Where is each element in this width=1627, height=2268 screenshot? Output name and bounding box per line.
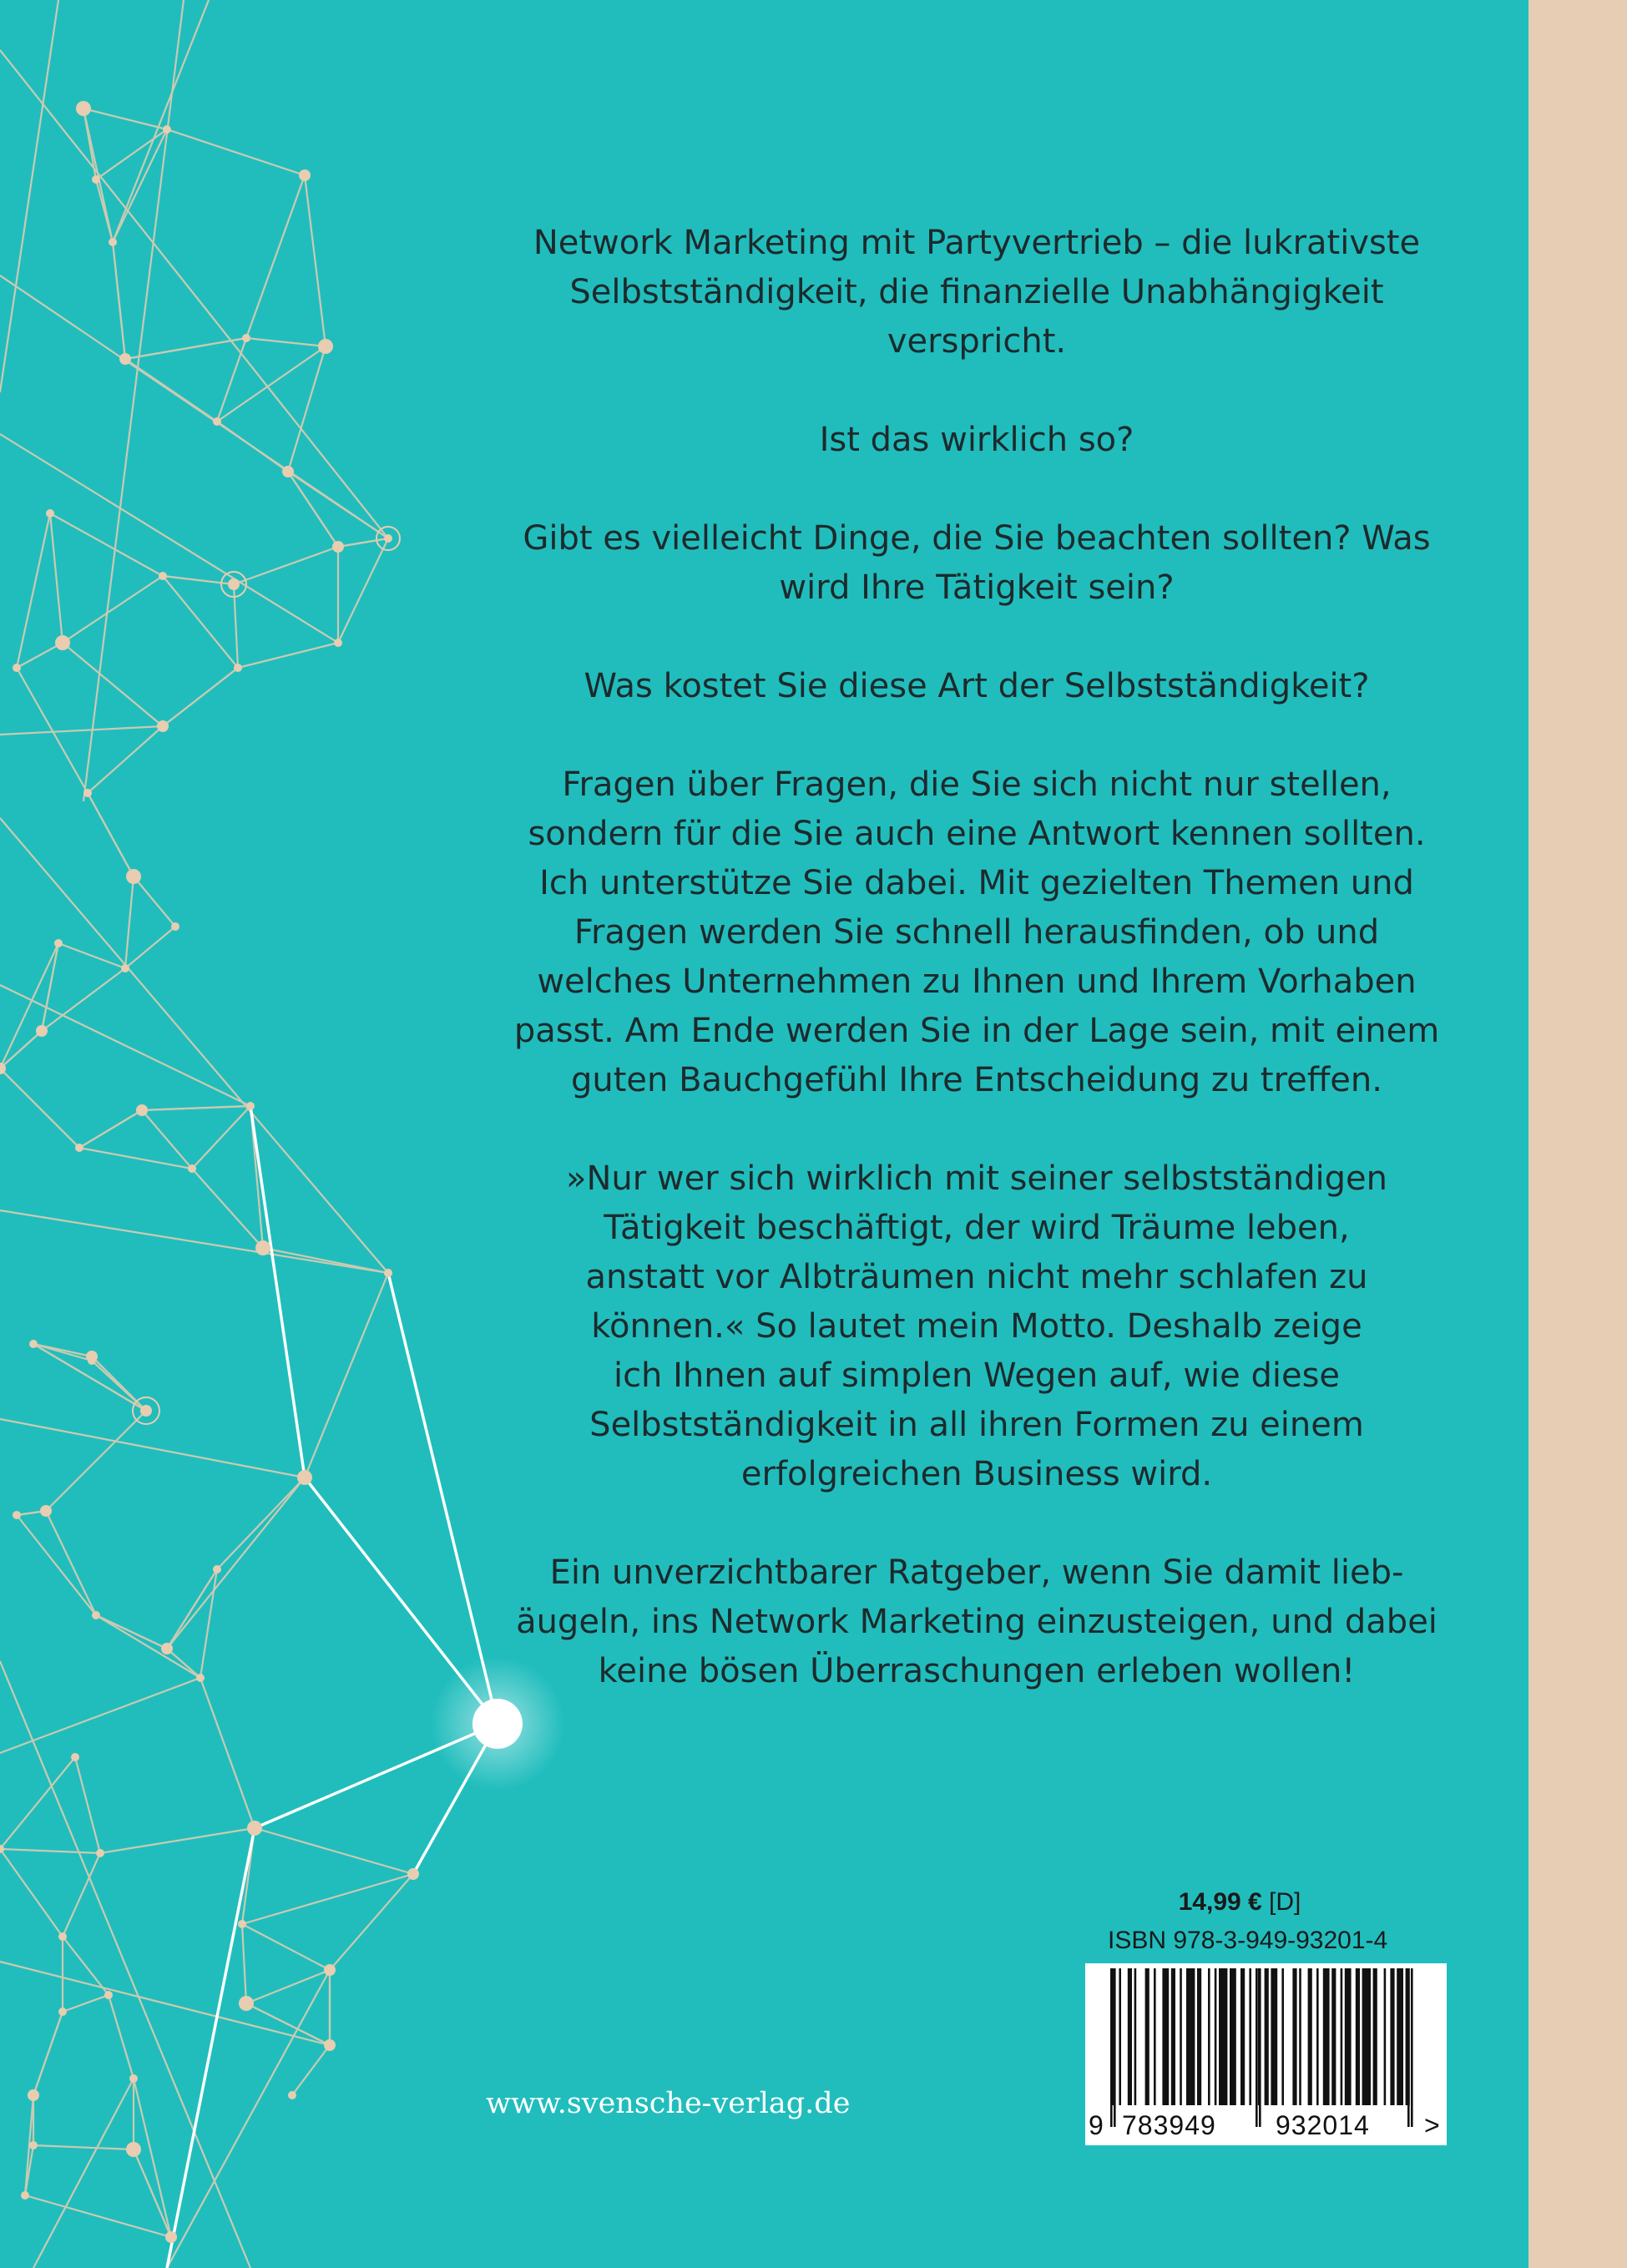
- network-line: [330, 1874, 413, 1970]
- network-node: [299, 169, 311, 181]
- network-node: [242, 334, 250, 342]
- network-line: [125, 338, 246, 359]
- network-line: [338, 538, 388, 643]
- network-node: [239, 1996, 254, 2011]
- blurb-text: [501, 219, 1453, 1745]
- network-node: [188, 1164, 196, 1173]
- network-node: [246, 1102, 255, 1110]
- barcode-guard-bar: [1411, 1968, 1413, 2127]
- barcode-bar: [1197, 1968, 1201, 2105]
- barcode-bar: [1308, 1968, 1312, 2105]
- network-node: [71, 1753, 79, 1761]
- network-node: [159, 572, 167, 580]
- network-line: [0, 275, 388, 538]
- network-node: [28, 2089, 39, 2101]
- network-node: [297, 1470, 312, 1485]
- network-node: [36, 1025, 48, 1037]
- barcode-bar: [1240, 1968, 1245, 2105]
- barcode-guard-bar: [1114, 1968, 1116, 2127]
- network-line: [17, 513, 50, 668]
- network-line: [0, 1068, 79, 1148]
- barcode-bar: [1171, 1968, 1175, 2105]
- network-line: [246, 2003, 330, 2045]
- network-line: [0, 1210, 388, 1273]
- network-line: [305, 1273, 388, 1477]
- price-label: [1085, 1888, 1394, 1917]
- network-line: [292, 2045, 330, 2095]
- network-line: [96, 129, 167, 179]
- network-line: [79, 1110, 142, 1148]
- barcode-bar: [1356, 1968, 1360, 2105]
- network-node: [334, 639, 342, 647]
- barcode-guard-bar: [1407, 1968, 1410, 2127]
- network-line: [200, 1569, 217, 1678]
- network-line: [192, 1169, 263, 1248]
- network-line: [0, 1849, 100, 1853]
- barcode-right-group: 932014: [1276, 2110, 1370, 2140]
- network-line: [217, 338, 246, 422]
- network-node: [29, 1340, 38, 1348]
- barcode-left-group: 783949: [1122, 2110, 1216, 2140]
- network-line: [0, 50, 388, 538]
- network-node: [58, 2008, 67, 2016]
- barcode-bar: [1390, 1968, 1394, 2105]
- network-node: [83, 789, 92, 797]
- barcode-bar: [1292, 1968, 1296, 2105]
- barcode-bar: [1341, 1968, 1343, 2105]
- barcode-bar: [1145, 1968, 1150, 2105]
- network-node: [126, 2142, 141, 2157]
- network-line: [63, 576, 163, 643]
- network-line: [42, 943, 58, 1031]
- network-node: [129, 2074, 138, 2083]
- network-node: [21, 2191, 29, 2200]
- network-line: [288, 472, 338, 547]
- network-line: [246, 1970, 330, 2003]
- network-node: [96, 1849, 104, 1857]
- network-line: [0, 1757, 75, 1849]
- barcode-bar: [1373, 1968, 1377, 2105]
- barcode-bar: [1215, 1968, 1217, 2105]
- price-region: [D]: [1269, 1888, 1301, 1916]
- barcode-guard-bar: [1110, 1968, 1113, 2127]
- barcode-bar: [1323, 1968, 1330, 2105]
- network-line: [63, 1853, 100, 1937]
- network-line: [113, 0, 209, 242]
- barcode-guard-bar: [1259, 1968, 1261, 2127]
- blurb-paragraph-5: Fragen über Fragen, die Sie sich nicht nur stellen, sondern für die Sie auch eine Antwort kennen sollten. Ich unterstütze Sie dabei. Mit gezielten Themen und Fragen werden Sie schnell herausfinden, ob und welches Unternehmen zu Ihnen und Ihrem Vorhaben passt. Am Ende werden Sie in der Lage sein, mit einem guten Bauchgefühl Ihre Entscheidung zu treffen.: [513, 765, 1440, 1099]
- barcode-bar: [1154, 1968, 1156, 2105]
- spine-edge: [1528, 0, 1627, 2268]
- network-line: [217, 346, 326, 422]
- network-node: [92, 175, 100, 184]
- network-node: [213, 1565, 221, 1573]
- network-line: [167, 1569, 217, 1649]
- network-line: [46, 1411, 146, 1511]
- network-line: [63, 1995, 109, 2012]
- barcode-guard-bar: [1256, 1968, 1258, 2127]
- barcode-bar: [1331, 1968, 1336, 2105]
- network-line: [167, 1649, 200, 1678]
- network-line: [50, 513, 63, 643]
- network-line: [0, 0, 58, 392]
- network-line: [17, 1515, 96, 1615]
- network-line: [167, 1828, 255, 2268]
- network-line: [113, 242, 125, 359]
- network-node: [407, 1868, 419, 1880]
- barcode-bar: [1265, 1968, 1269, 2105]
- network-line: [88, 726, 163, 793]
- network-node: [163, 125, 171, 134]
- network-node: [55, 635, 70, 650]
- network-line: [88, 793, 134, 876]
- network-line: [167, 1477, 305, 1649]
- barcode-bar: [1271, 1968, 1277, 2105]
- network-line: [134, 876, 175, 927]
- barcode-first-digit: 9: [1089, 2110, 1104, 2140]
- network-line: [238, 643, 338, 668]
- network-illustration: [0, 0, 584, 2268]
- barcode-bar: [1186, 1968, 1195, 2105]
- network-node: [161, 1643, 173, 1654]
- barcode-bar: [1128, 1968, 1132, 2105]
- network-node: [119, 353, 131, 365]
- network-line: [0, 1678, 200, 1753]
- blurb-paragraph-4: Was kostet Sie diese Art der Selbstständigkeit?: [584, 667, 1370, 705]
- network-line: [125, 876, 134, 968]
- network-node: [324, 1964, 336, 1976]
- barcode-bar: [1397, 1968, 1403, 2105]
- network-line: [338, 538, 388, 547]
- network-node: [76, 101, 91, 116]
- network-line: [246, 338, 326, 346]
- price-amount: 14,99 €: [1178, 1888, 1262, 1916]
- barcode-bar: [1134, 1968, 1137, 2105]
- blurb-closing-paragraph: Ein unverzichtbarer Ratgeber, wenn Sie damit lieb- äugeln, ins Network Marketing einzusteigen, und dabei keine bösen Überraschungen erleben wollen!: [516, 1553, 1438, 1690]
- network-line: [250, 1106, 305, 1477]
- network-node: [88, 1356, 96, 1365]
- network-line: [0, 943, 58, 1068]
- barcode-bar: [1219, 1968, 1227, 2105]
- network-node: [126, 869, 141, 884]
- network-line: [96, 1615, 200, 1678]
- network-line: [125, 927, 175, 968]
- network-line: [134, 2079, 171, 2237]
- publisher-website: www.svensche-verlag.de: [486, 2087, 851, 2120]
- barcode-bar: [1208, 1968, 1210, 2105]
- network-line: [217, 1477, 305, 1569]
- barcode-bar: [1119, 1968, 1121, 2105]
- network-node: [75, 1144, 83, 1152]
- network-line: [17, 643, 63, 668]
- network-line: [242, 1874, 413, 1924]
- barcode-bar: [1362, 1968, 1371, 2105]
- network-node: [13, 1511, 21, 1519]
- network-line: [83, 109, 113, 242]
- network-line: [0, 1962, 330, 2045]
- barcode-bar: [1299, 1968, 1301, 2105]
- blurb-paragraph-1: Network Marketing mit Partyvertrieb – die lukrativste Selbstständigkeit, die finanzielle Unabhängigkeit verspricht.: [533, 224, 1421, 361]
- barcode-bar: [1345, 1968, 1352, 2105]
- network-node: [196, 1674, 205, 1682]
- network-node: [121, 964, 129, 972]
- network-node: [288, 2091, 296, 2099]
- network-line: [246, 175, 305, 338]
- barcode-bar: [1281, 1968, 1284, 2105]
- network-node: [282, 466, 294, 477]
- network-node: [255, 1240, 270, 1255]
- network-line: [63, 1937, 109, 1995]
- network-node: [384, 534, 392, 543]
- network-node: [46, 509, 54, 518]
- barcode-end-marker: >: [1424, 2110, 1441, 2140]
- network-node: [234, 664, 242, 672]
- network-line: [142, 1106, 250, 1110]
- network-node: [104, 1991, 113, 1999]
- network-line: [0, 1031, 42, 1068]
- barcode-bar: [1180, 1968, 1182, 2105]
- network-line: [163, 576, 238, 668]
- network-line: [0, 1849, 63, 1937]
- network-node: [213, 417, 221, 426]
- network-line: [0, 1419, 305, 1477]
- network-line: [109, 1995, 134, 2079]
- network-line: [305, 175, 326, 346]
- network-line: [0, 985, 250, 1106]
- isbn-text: ISBN 978-3-949-93201-4: [1108, 1927, 1388, 1954]
- blurb-paragraph-3: Gibt es vielleicht Dinge, die Sie beachten sollten? Was wird Ihre Tätigkeit sein?: [523, 519, 1431, 607]
- network-line: [0, 818, 388, 1273]
- network-node: [40, 1505, 52, 1517]
- network-line: [75, 1757, 100, 1853]
- barcode-bar: [1162, 1968, 1169, 2105]
- network-node: [54, 939, 63, 947]
- network-node: [228, 578, 240, 590]
- network-node: [92, 1611, 100, 1619]
- network-node: [13, 664, 21, 672]
- network-line: [242, 1924, 246, 2003]
- network-line: [167, 1970, 330, 2268]
- network-line: [42, 968, 125, 1031]
- network-line: [255, 1828, 413, 1874]
- network-line: [0, 434, 338, 643]
- barcode-bar: [1316, 1968, 1319, 2105]
- network-node: [165, 2231, 177, 2243]
- blurb-quote-paragraph: »Nur wer sich wirklich mit seiner selbstständigen Tätigkeit beschäftigt, der wird Träume leben, anstatt vor Albträumen nicht mehr schlafen zu können.« So lautet mein Motto. Deshalb zeige ich Ihnen auf simplen Wegen auf, wie diese Selbstständigkeit in all ihren Formen zu einem erfolgreichen Business wird.: [565, 1159, 1387, 1493]
- network-node: [136, 1104, 148, 1116]
- blurb-paragraph-2: Ist das wirklich so?: [819, 421, 1134, 459]
- network-line: [33, 1344, 92, 1361]
- network-line: [167, 129, 305, 175]
- network-line: [33, 2012, 63, 2095]
- network-line: [234, 547, 338, 584]
- network-line: [192, 1106, 250, 1169]
- network-line: [33, 2079, 134, 2268]
- network-node: [324, 2039, 336, 2051]
- network-line: [100, 1828, 255, 1853]
- barcode-bar: [1230, 1968, 1236, 2105]
- barcode-digits: [1085, 2107, 1447, 2144]
- network-line: [63, 643, 163, 726]
- network-line: [96, 1615, 167, 1649]
- network-node: [332, 541, 344, 553]
- network-line: [0, 726, 163, 735]
- network-node: [157, 720, 169, 732]
- barcode: [1085, 1963, 1447, 2145]
- network-line: [79, 1148, 192, 1169]
- network-line: [46, 1511, 96, 1615]
- network-node: [109, 238, 117, 246]
- barcode-bar: [1384, 1968, 1387, 2105]
- network-node: [171, 922, 179, 931]
- barcode-bar: [1249, 1968, 1251, 2105]
- network-line: [200, 1678, 255, 1828]
- network-line: [25, 2195, 171, 2237]
- network-line: [134, 2149, 171, 2237]
- network-line: [0, 1661, 250, 2268]
- network-node: [318, 339, 333, 354]
- network-line: [83, 109, 167, 129]
- network-node: [29, 2141, 38, 2149]
- network-node: [238, 1920, 246, 1928]
- network-node: [247, 1821, 262, 1836]
- network-line: [50, 513, 163, 576]
- network-line: [163, 668, 238, 726]
- network-line: [242, 1924, 330, 1970]
- network-line: [58, 943, 125, 968]
- network-node: [140, 1405, 152, 1417]
- network-line: [33, 2145, 134, 2149]
- network-node: [58, 1932, 67, 1941]
